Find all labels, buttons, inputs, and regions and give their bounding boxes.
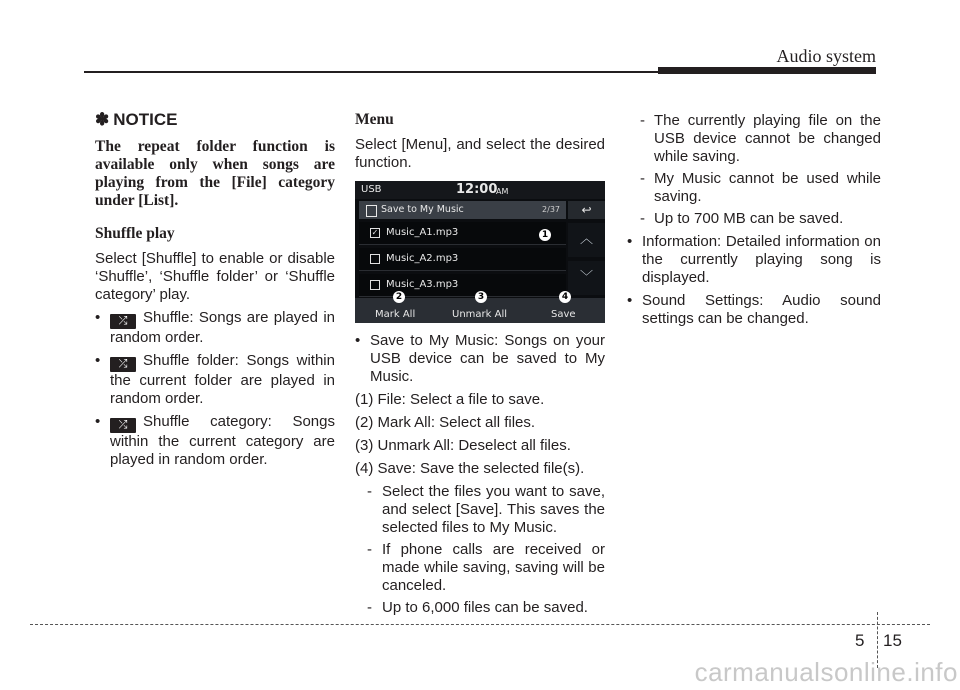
column-middle [355,108,605,621]
shuffle-folder-text: Shuffle folder: Songs within the current folder are played in random order. [110,352,335,407]
save-button[interactable]: Save [551,309,576,320]
information-bullet: • Information: Detailed information on the currently playing song is displayed. [627,233,881,287]
callout-2: 2 [393,291,405,303]
shuffle-folder-icon: ⤮ [110,357,136,372]
shuffle-intro: Select [Shuffle] to enable or disable ‘Shuffle’, ‘Shuffle folder’ or ‘Shuffle category’ play. [95,250,335,303]
back-icon: ↩ [581,203,592,217]
watermark: carmanualsonline.info [694,657,958,687]
shuffle-heading: Shuffle play [95,225,175,242]
notice-title: NOTICE [113,110,178,129]
checkbox-icon[interactable] [370,254,380,264]
save-to-my-music-bullet: • Save to My Music: Songs on your USB device can be saved to My Music. [355,332,605,386]
screen-source-label: USB [361,184,382,195]
scroll-up-button[interactable] [568,223,605,257]
document-icon [366,205,377,217]
page-number: 15 [883,631,902,650]
chapter-number: 5 [855,631,865,650]
save-note: - Up to 700 MB can be saved. [627,210,881,228]
file-name: Music_A1.mp3 [386,227,459,238]
mark-all-button[interactable]: Mark All [375,309,416,320]
shuffle-item [95,309,335,347]
save-note: - Select the files you want to save, and select [Save]. This saves the selected files to My Music. [355,483,605,537]
header-title: Audio system [776,46,876,66]
chevron-down-icon: ﹀ [579,270,593,285]
callout-3: 3 [475,291,487,303]
shuffle-category-item [95,413,335,469]
shuffle-category-text: Shuffle category: Songs within the current category are played in random order. [110,413,335,468]
column-right [627,108,881,333]
checkbox-icon[interactable] [370,280,380,290]
screen-status-bar [355,181,605,199]
scroll-down-button[interactable] [568,261,605,295]
file-name: Music_A3.mp3 [386,279,459,290]
menu-intro: Select [Menu], and select the desired function. [355,136,605,171]
numbered-item: (1) File: Select a file to save. [355,391,545,408]
menu-heading: Menu [355,111,394,128]
unmark-all-button[interactable]: Unmark All [452,309,508,320]
column-left [95,108,335,474]
numbered-item: (4) Save: Save the selected file(s). [355,460,585,477]
header-rule-accent [658,67,876,74]
shuffle-folder-item [95,352,335,408]
chevron-up-icon: ︿ [579,232,593,247]
back-button[interactable] [568,201,605,219]
file-row[interactable] [359,274,566,297]
usb-save-screen [355,181,605,323]
screen-panel-header [359,201,566,219]
shuffle-category-icon: ⤮ [110,418,136,433]
save-note: - My Music cannot be used while saving. [627,170,881,206]
file-row[interactable] [359,248,566,271]
callout-1: 1 [539,229,551,241]
notice-heading [95,111,335,129]
file-row[interactable] [359,222,566,245]
callout-4: 4 [559,291,571,303]
sound-settings-bullet: • Sound Settings: Audio sound settings can be changed. [627,292,881,328]
notice-text: The repeat folder function is available only when songs are playing from the [File] category under [List]. [95,138,335,209]
footer-rule [30,624,930,625]
save-note: - The currently playing file on the USB device cannot be changed while saving. [627,112,881,166]
save-note: - If phone calls are received or made while saving, saving will be canceled. [355,541,605,595]
save-note: - Up to 6,000 files can be saved. [355,599,605,617]
shuffle-icon: ⤮ [110,314,136,329]
screen-clock: 12:00 [456,182,498,197]
file-name: Music_A2.mp3 [386,253,459,264]
shuffle-item-text: Shuffle: Songs are played in random order. [110,309,335,346]
checkbox-icon[interactable]: ✓ [371,228,379,237]
screen-ampm: AM [496,187,509,196]
numbered-item: (3) Unmark All: Deselect all files. [355,437,571,454]
screen-panel-title: Save to My Music [381,204,464,215]
numbered-item: (2) Mark All: Select all files. [355,414,536,431]
notice-star-icon: ✽ [95,110,110,129]
screen-file-count: 2/37 [542,205,560,214]
